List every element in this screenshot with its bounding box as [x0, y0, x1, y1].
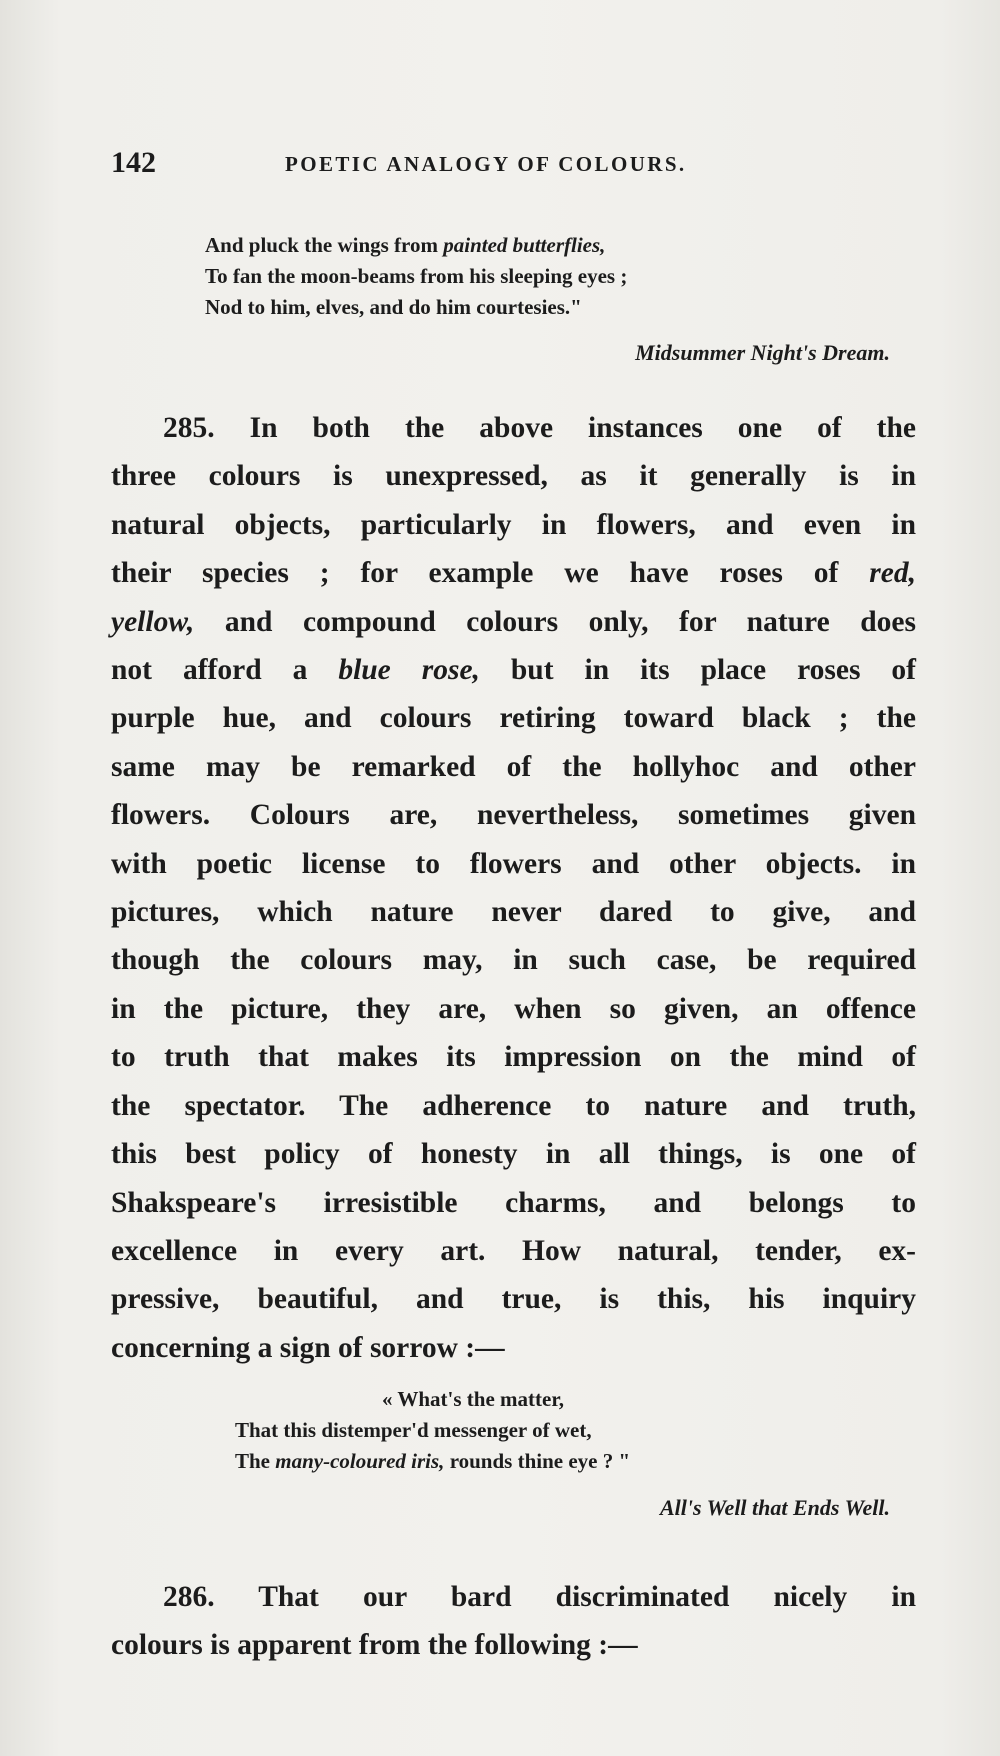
paragraph-line: in the picture, they are, when so given, an offence: [111, 992, 916, 1025]
paragraph-line: 286. That our bard discriminated nicely in: [163, 1581, 916, 1613]
verse-quote-2: [210, 1384, 900, 1477]
page-header: [111, 146, 901, 186]
verse-line: That this distemper'd messenger of wet,: [235, 1418, 592, 1442]
verse-line: To fan the moon-beams from his sleeping eyes ;: [205, 264, 628, 288]
verse-line: Nod to him, elves, and do him courtesies.": [205, 295, 582, 319]
paragraph-line: 285. In both the above instances one of the: [163, 412, 916, 444]
verse-attribution-2: All's Well that Ends Well.: [659, 1495, 890, 1520]
paragraph-line: the spectator. The adherence to nature and truth,: [111, 1089, 916, 1122]
verse-line: « What's the matter,: [382, 1387, 564, 1411]
paragraph-line: pictures, which nature never dared to give, and: [111, 896, 916, 929]
verse-line: And pluck the wings from painted butterflies,: [205, 233, 606, 257]
paragraph-line: pressive, beautiful, and true, is this, his inquiry: [111, 1283, 916, 1316]
paragraph-line: this best policy of honesty in all things, is one of: [111, 1138, 916, 1171]
paragraph-line: purple hue, and colours retiring toward black ; the: [111, 702, 916, 735]
paragraph-line: excellence in every art. How natural, tender, ex-: [111, 1234, 916, 1267]
paragraph-line: Shakspeare's irresistible charms, and belongs to: [111, 1186, 916, 1219]
verse-attribution-1: Midsummer Night's Dream.: [635, 340, 890, 365]
paragraph-line: three colours is unexpressed, as it generally is in: [111, 460, 916, 493]
paragraph-line: concerning a sign of sorrow :—: [111, 1331, 505, 1364]
paragraph-line: natural objects, particularly in flowers, and even in: [111, 508, 916, 541]
paragraph-285: [111, 404, 916, 1372]
paragraph-line: not afford a blue rose, but in its place roses of: [111, 654, 916, 687]
paragraph-line: though the colours may, in such case, be required: [111, 944, 916, 977]
page-number: 142: [111, 146, 156, 179]
paragraph-line: with poetic license to flowers and other objects. in: [111, 847, 916, 880]
paragraph-line: their species ; for example we have roses of red,: [111, 557, 916, 590]
paragraph-line: to truth that makes its impression on the mind of: [111, 1041, 916, 1074]
verse-quote-1: [205, 230, 895, 323]
paragraph-line: yellow, and compound colours only, for nature does: [111, 605, 916, 638]
paragraph-286: [111, 1573, 916, 1670]
verse-line: The many-coloured iris, rounds thine eye ? ": [235, 1449, 631, 1473]
paragraph-line: flowers. Colours are, nevertheless, sometimes given: [111, 799, 916, 832]
running-head: POETIC ANALOGY OF COLOURS.: [285, 152, 687, 176]
paragraph-line: colours is apparent from the following :—: [111, 1629, 638, 1662]
paragraph-line: same may be remarked of the hollyhoc and other: [111, 750, 916, 783]
